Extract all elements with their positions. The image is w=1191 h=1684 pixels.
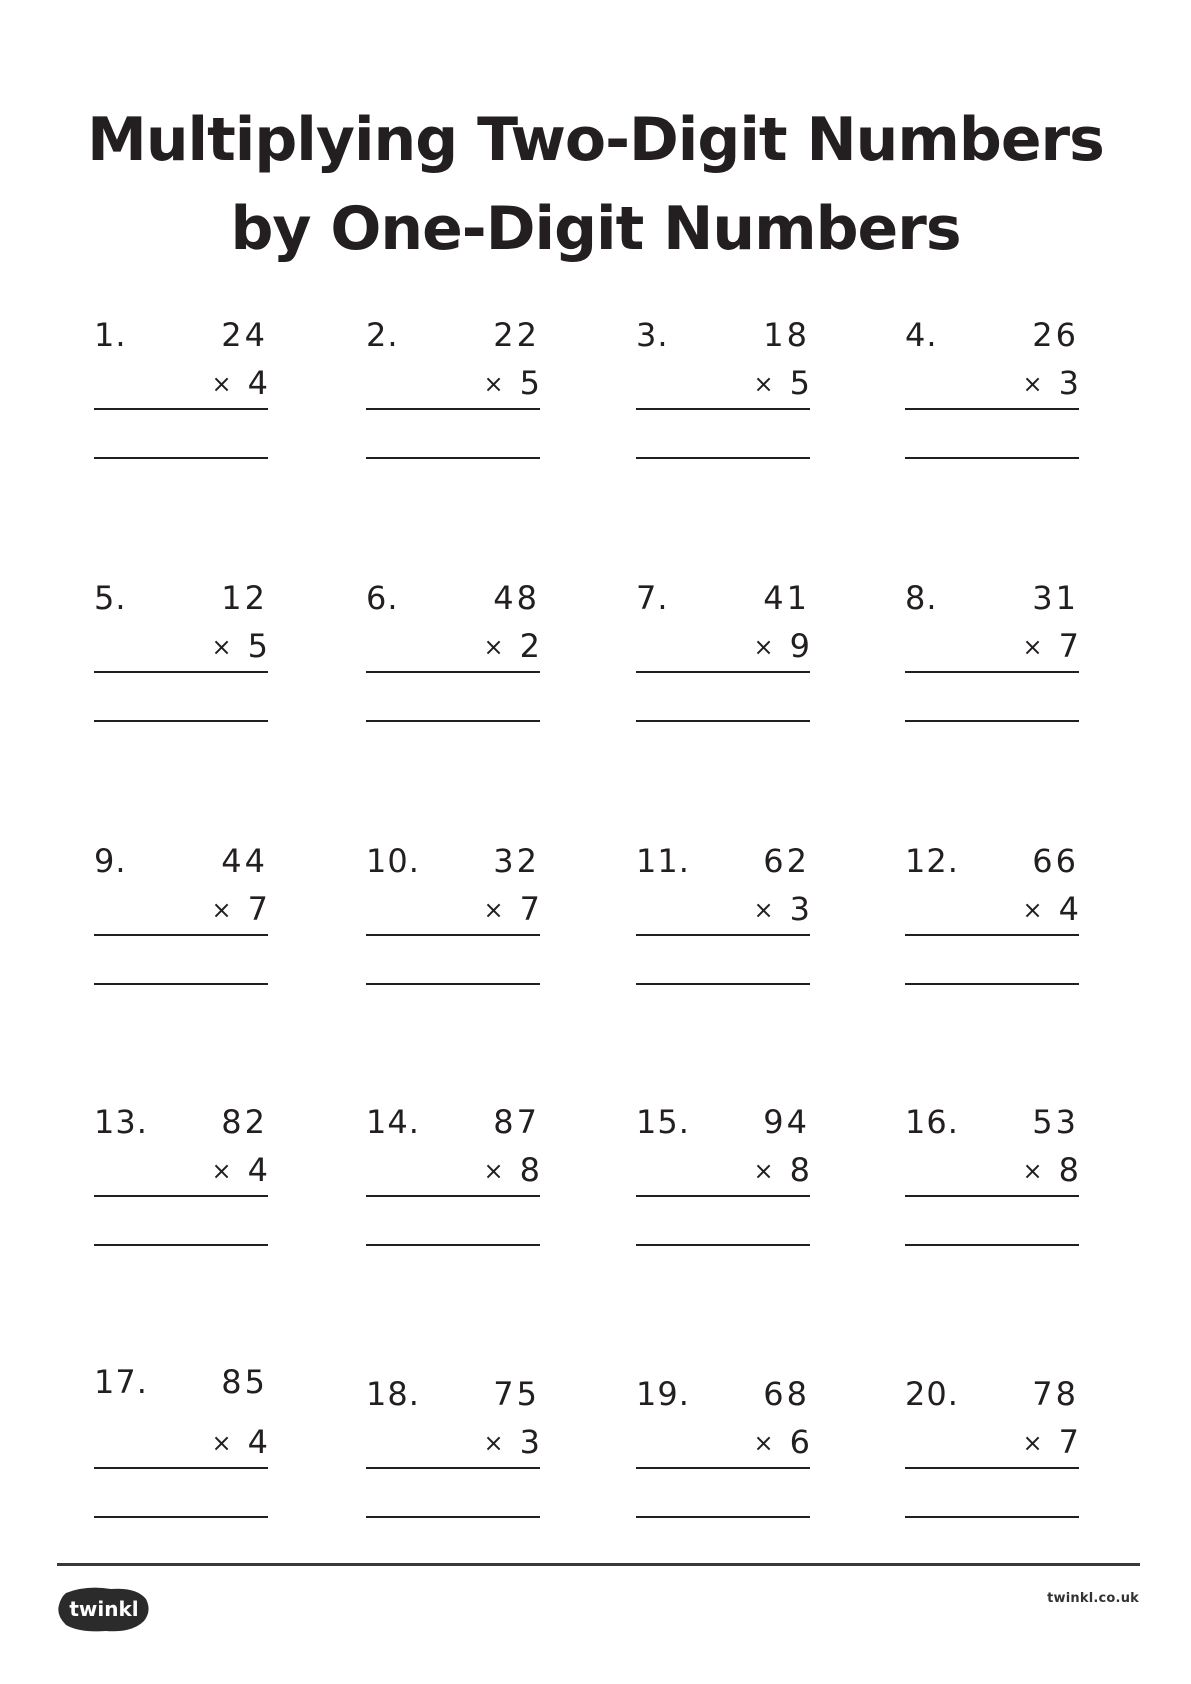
multiplier-row bbox=[1023, 889, 1079, 932]
operation-rule bbox=[636, 671, 810, 673]
operation-rule bbox=[94, 671, 268, 673]
multiplier: 5 bbox=[519, 364, 540, 402]
problem-5 bbox=[94, 578, 268, 728]
multiplier-row bbox=[754, 363, 810, 406]
multiplier: 3 bbox=[789, 890, 810, 928]
multiplier: 3 bbox=[519, 1423, 540, 1461]
problem-number: 13. bbox=[94, 1103, 148, 1141]
problem-3 bbox=[636, 315, 810, 465]
multiplier: 7 bbox=[247, 890, 268, 928]
operation-rule bbox=[366, 1195, 540, 1197]
answer-line bbox=[366, 1244, 540, 1246]
operation-rule bbox=[636, 934, 810, 936]
multiplicand: 53 bbox=[1032, 1103, 1079, 1141]
problem-number: 2. bbox=[366, 316, 399, 354]
times-sign: × bbox=[211, 1429, 232, 1457]
multiplicand: 12 bbox=[221, 579, 268, 617]
twinkl-logo-graphic bbox=[56, 1585, 152, 1635]
times-sign: × bbox=[211, 1157, 232, 1185]
answer-line bbox=[94, 983, 268, 985]
operation-rule bbox=[366, 1467, 540, 1469]
multiplier-row bbox=[484, 1422, 540, 1465]
multiplier-row bbox=[212, 1422, 268, 1465]
operation-rule bbox=[905, 934, 1079, 936]
multiplier-row bbox=[212, 1150, 268, 1193]
answer-line bbox=[94, 457, 268, 459]
problem-9 bbox=[94, 841, 268, 991]
problem-number: 16. bbox=[905, 1103, 959, 1141]
operation-rule bbox=[366, 671, 540, 673]
multiplicand: 75 bbox=[493, 1375, 540, 1413]
multiplier: 8 bbox=[519, 1151, 540, 1189]
multiplicand: 87 bbox=[493, 1103, 540, 1141]
multiplier-row bbox=[754, 626, 810, 669]
multiplier-row bbox=[484, 626, 540, 669]
problem-number: 4. bbox=[905, 316, 938, 354]
problem-number: 5. bbox=[94, 579, 127, 617]
operation-rule bbox=[636, 1195, 810, 1197]
multiplier: 8 bbox=[1058, 1151, 1079, 1189]
multiplier: 6 bbox=[789, 1423, 810, 1461]
twinkl-logo bbox=[56, 1585, 152, 1635]
answer-line bbox=[366, 457, 540, 459]
times-sign: × bbox=[1022, 1429, 1043, 1457]
times-sign: × bbox=[753, 1429, 774, 1457]
answer-line bbox=[94, 1516, 268, 1518]
multiplicand: 18 bbox=[763, 316, 810, 354]
problem-8 bbox=[905, 578, 1079, 728]
multiplier-row bbox=[484, 1150, 540, 1193]
multiplicand: 24 bbox=[221, 316, 268, 354]
problem-2 bbox=[366, 315, 540, 465]
problem-16 bbox=[905, 1102, 1079, 1252]
multiplier-row bbox=[212, 363, 268, 406]
answer-line bbox=[636, 983, 810, 985]
problem-13 bbox=[94, 1102, 268, 1252]
multiplicand: 32 bbox=[493, 842, 540, 880]
answer-line bbox=[636, 720, 810, 722]
problem-18 bbox=[366, 1374, 540, 1524]
operation-rule bbox=[94, 1195, 268, 1197]
operation-rule bbox=[636, 1467, 810, 1469]
times-sign: × bbox=[483, 1157, 504, 1185]
multiplicand: 62 bbox=[763, 842, 810, 880]
times-sign: × bbox=[1022, 370, 1043, 398]
problem-number: 11. bbox=[636, 842, 690, 880]
problem-4 bbox=[905, 315, 1079, 465]
times-sign: × bbox=[753, 633, 774, 661]
multiplicand: 78 bbox=[1032, 1375, 1079, 1413]
logo-wordmark: twinkl bbox=[69, 1597, 139, 1621]
problem-number: 1. bbox=[94, 316, 127, 354]
problem-1 bbox=[94, 315, 268, 465]
multiplier-row bbox=[212, 626, 268, 669]
problem-number: 17. bbox=[94, 1363, 148, 1401]
times-sign: × bbox=[483, 896, 504, 924]
problem-number: 19. bbox=[636, 1375, 690, 1413]
multiplier: 2 bbox=[519, 627, 540, 665]
multiplier-row bbox=[1023, 1422, 1079, 1465]
answer-line bbox=[94, 720, 268, 722]
times-sign: × bbox=[1022, 633, 1043, 661]
multiplier: 9 bbox=[789, 627, 810, 665]
multiplier: 7 bbox=[1058, 1423, 1079, 1461]
answer-line bbox=[905, 983, 1079, 985]
problem-7 bbox=[636, 578, 810, 728]
answer-line bbox=[636, 457, 810, 459]
problem-10 bbox=[366, 841, 540, 991]
problem-14 bbox=[366, 1102, 540, 1252]
answer-line bbox=[94, 1244, 268, 1246]
multiplier: 3 bbox=[1058, 364, 1079, 402]
answer-line bbox=[636, 1516, 810, 1518]
problem-number: 3. bbox=[636, 316, 669, 354]
times-sign: × bbox=[753, 1157, 774, 1185]
multiplicand: 26 bbox=[1032, 316, 1079, 354]
problem-11 bbox=[636, 841, 810, 991]
multiplier-row bbox=[754, 1150, 810, 1193]
answer-line bbox=[905, 1244, 1079, 1246]
multiplier: 4 bbox=[247, 1151, 268, 1189]
multiplicand: 94 bbox=[763, 1103, 810, 1141]
times-sign: × bbox=[1022, 1157, 1043, 1185]
operation-rule bbox=[94, 408, 268, 410]
problem-15 bbox=[636, 1102, 810, 1252]
problem-number: 8. bbox=[905, 579, 938, 617]
multiplier: 4 bbox=[247, 1423, 268, 1461]
answer-line bbox=[905, 457, 1079, 459]
problem-number: 20. bbox=[905, 1375, 959, 1413]
multiplier-row bbox=[754, 1422, 810, 1465]
times-sign: × bbox=[211, 633, 232, 661]
multiplicand: 31 bbox=[1032, 579, 1079, 617]
problem-12 bbox=[905, 841, 1079, 991]
multiplier: 5 bbox=[247, 627, 268, 665]
times-sign: × bbox=[753, 370, 774, 398]
times-sign: × bbox=[483, 370, 504, 398]
multiplicand: 41 bbox=[763, 579, 810, 617]
problem-number: 7. bbox=[636, 579, 669, 617]
operation-rule bbox=[366, 408, 540, 410]
multiplier: 4 bbox=[1058, 890, 1079, 928]
problem-6 bbox=[366, 578, 540, 728]
multiplicand: 22 bbox=[493, 316, 540, 354]
multiplier-row bbox=[484, 889, 540, 932]
operation-rule bbox=[636, 408, 810, 410]
multiplier-row bbox=[1023, 363, 1079, 406]
multiplier-row bbox=[484, 363, 540, 406]
problem-20 bbox=[905, 1374, 1079, 1524]
multiplier: 5 bbox=[789, 364, 810, 402]
times-sign: × bbox=[1022, 896, 1043, 924]
multiplicand: 66 bbox=[1032, 842, 1079, 880]
times-sign: × bbox=[483, 633, 504, 661]
problem-number: 15. bbox=[636, 1103, 690, 1141]
multiplier-row bbox=[1023, 1150, 1079, 1193]
answer-line bbox=[636, 1244, 810, 1246]
answer-line bbox=[905, 1516, 1079, 1518]
times-sign: × bbox=[211, 370, 232, 398]
problem-number: 18. bbox=[366, 1375, 420, 1413]
answer-line bbox=[905, 720, 1079, 722]
problem-number: 6. bbox=[366, 579, 399, 617]
multiplier-row bbox=[1023, 626, 1079, 669]
times-sign: × bbox=[753, 896, 774, 924]
footer-divider bbox=[57, 1563, 1140, 1566]
operation-rule bbox=[905, 671, 1079, 673]
operation-rule bbox=[366, 934, 540, 936]
multiplier: 7 bbox=[1058, 627, 1079, 665]
problem-17 bbox=[94, 1363, 268, 1524]
answer-line bbox=[366, 983, 540, 985]
multiplier-row bbox=[754, 889, 810, 932]
problem-number: 14. bbox=[366, 1103, 420, 1141]
multiplicand: 82 bbox=[221, 1103, 268, 1141]
problem-number: 9. bbox=[94, 842, 127, 880]
times-sign: × bbox=[211, 896, 232, 924]
website-link[interactable]: twinkl.co.uk bbox=[1047, 1591, 1139, 1606]
operation-rule bbox=[905, 408, 1079, 410]
problem-number: 12. bbox=[905, 842, 959, 880]
multiplicand: 85 bbox=[221, 1363, 268, 1401]
problem-19 bbox=[636, 1374, 810, 1524]
problem-number: 10. bbox=[366, 842, 420, 880]
multiplier-row bbox=[212, 889, 268, 932]
answer-line bbox=[366, 720, 540, 722]
multiplicand: 44 bbox=[221, 842, 268, 880]
operation-rule bbox=[905, 1467, 1079, 1469]
multiplicand: 68 bbox=[763, 1375, 810, 1413]
multiplier: 8 bbox=[789, 1151, 810, 1189]
multiplier: 7 bbox=[519, 890, 540, 928]
multiplicand: 48 bbox=[493, 579, 540, 617]
worksheet-title: Multiplying Two-Digit Numbers by One-Digit Numbers bbox=[87, 105, 1104, 264]
multiplier: 4 bbox=[247, 364, 268, 402]
operation-rule bbox=[905, 1195, 1079, 1197]
operation-rule bbox=[94, 934, 268, 936]
times-sign: × bbox=[483, 1429, 504, 1457]
answer-line bbox=[366, 1516, 540, 1518]
operation-rule bbox=[94, 1467, 268, 1469]
